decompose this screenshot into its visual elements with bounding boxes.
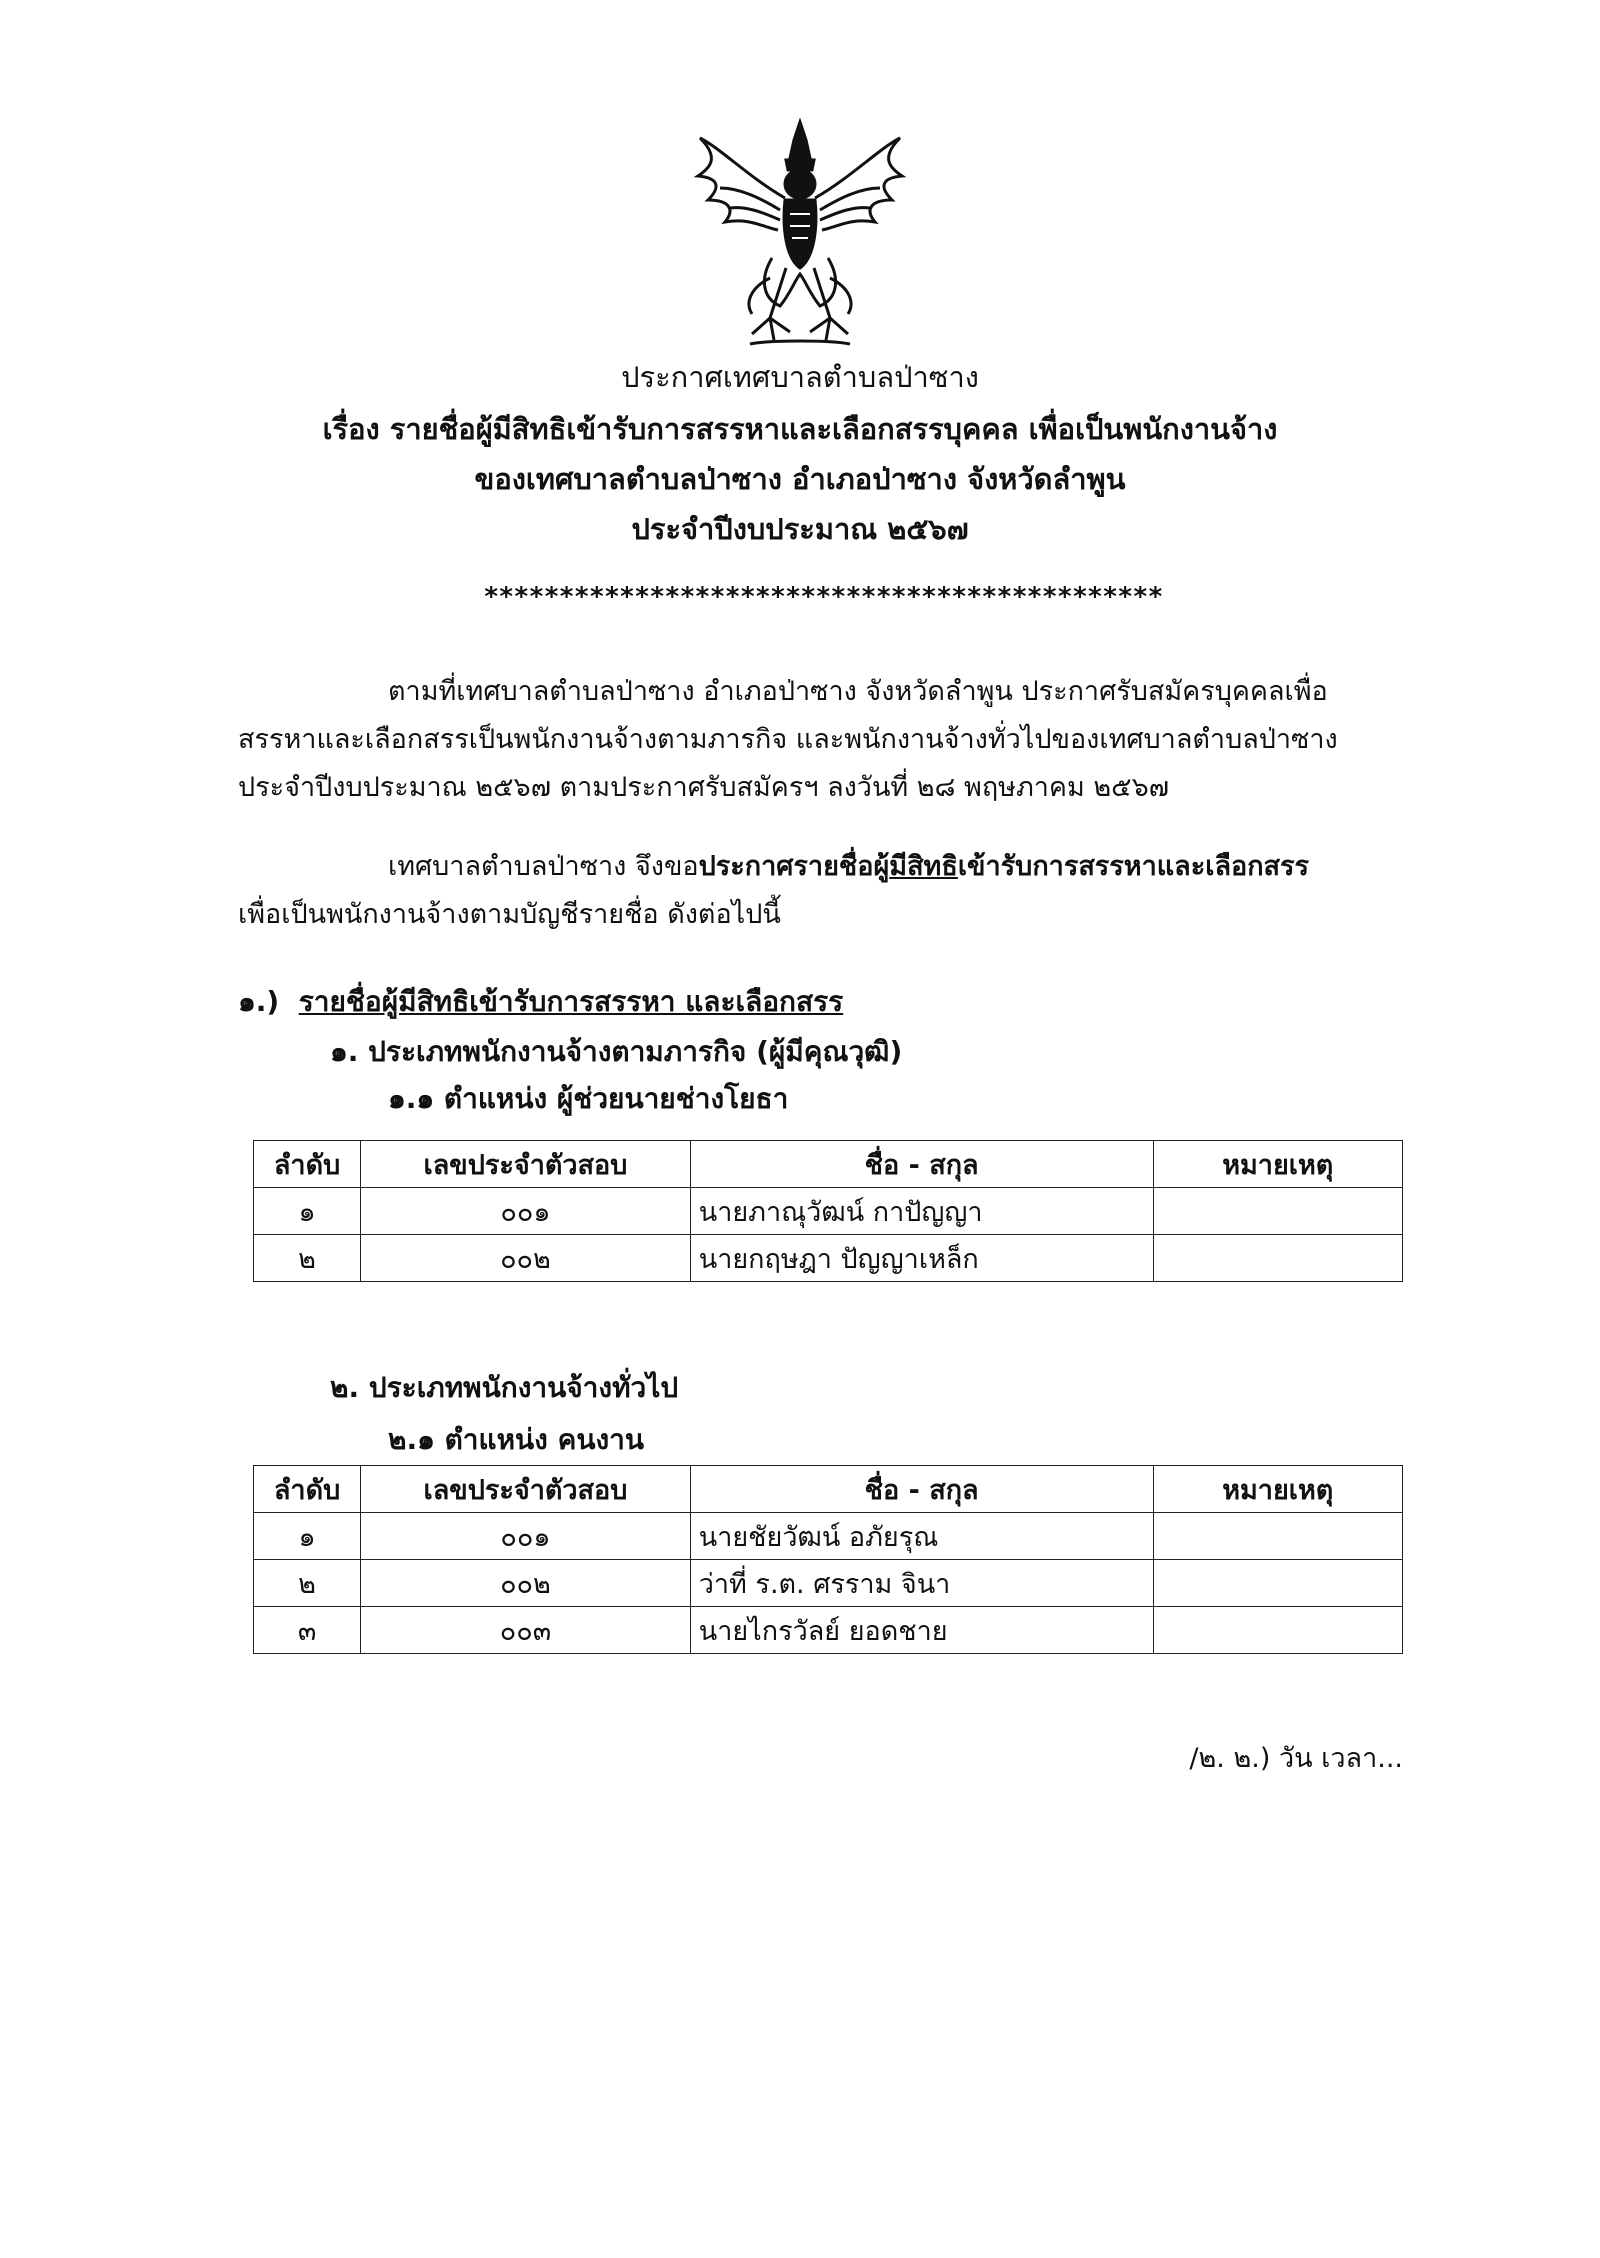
garuda-emblem bbox=[690, 118, 910, 356]
header-no: ลำดับ bbox=[254, 1466, 361, 1513]
header-id: เลขประจำตัวสอบ bbox=[361, 1466, 691, 1513]
section-1-title: รายชื่อผู้มีสิทธิเข้ารับการสรรหา และเลือกสรร bbox=[298, 985, 844, 1018]
cell-name: นายภาณุวัฒน์ กาปัญญา bbox=[690, 1188, 1153, 1235]
group-2-position: ๒.๑ ตำแหน่ง คนงาน bbox=[388, 1423, 644, 1456]
intro-paragraph bbox=[238, 668, 1404, 812]
header-note: หมายเหตุ bbox=[1153, 1141, 1402, 1188]
table-row bbox=[254, 1560, 1403, 1607]
cell-no: ๒ bbox=[254, 1560, 361, 1607]
announcement-line-2: เพื่อเป็นพนักงานจ้างตามบัญชีรายชื่อ ดังต่อไปนี้ bbox=[238, 899, 781, 930]
table-row bbox=[254, 1235, 1403, 1282]
cell-no: ๑ bbox=[254, 1188, 361, 1235]
announcement-bold-underlined: มีสิทธิ bbox=[889, 851, 958, 882]
table-row bbox=[254, 1513, 1403, 1560]
intro-line-1: ตามที่เทศบาลตำบลป่าซาง อำเภอป่าซาง จังหวัดลำพูน ประกาศรับสมัครบุคคลเพื่อ bbox=[388, 676, 1328, 707]
announcement-line-1 bbox=[238, 843, 1404, 891]
fiscal-year: ประจำปีงบประมาณ ๒๕๖๗ bbox=[631, 512, 969, 546]
cell-note bbox=[1153, 1607, 1402, 1654]
table-row bbox=[254, 1188, 1403, 1235]
cell-name: นายชัยวัฒน์ อภัยรุณ bbox=[690, 1513, 1153, 1560]
cell-id: ๐๐๑ bbox=[361, 1513, 691, 1560]
cell-id: ๐๐๒ bbox=[361, 1235, 691, 1282]
table-header-row bbox=[254, 1466, 1403, 1513]
cell-no: ๒ bbox=[254, 1235, 361, 1282]
header-name: ชื่อ - สกุล bbox=[690, 1141, 1153, 1188]
separator-stars: ********************************************* bbox=[484, 582, 1164, 612]
cell-id: ๐๐๓ bbox=[361, 1607, 691, 1654]
table-header-row bbox=[254, 1141, 1403, 1188]
announcement-bold-a: ประกาศรายชื่อผู้ bbox=[698, 851, 890, 882]
cell-note bbox=[1153, 1560, 1402, 1607]
announcement-subject-line2: ของเทศบาลตำบลป่าซาง อำเภอป่าซาง จังหวัดลำพูน bbox=[474, 462, 1126, 496]
header-name: ชื่อ - สกุล bbox=[690, 1466, 1153, 1513]
group-2-title: ๒. ประเภทพนักงานจ้างทั่วไป bbox=[330, 1371, 679, 1404]
cell-note bbox=[1153, 1513, 1402, 1560]
section-1-number: ๑.) bbox=[238, 985, 280, 1018]
announcement-subject: เรื่อง รายชื่อผู้มีสิทธิเข้ารับการสรรหาและเลือกสรรบุคคล เพื่อเป็นพนักงานจ้าง bbox=[322, 412, 1278, 446]
group-1-position: ๑.๑ ตำแหน่ง ผู้ช่วยนายช่างโยธา bbox=[388, 1082, 789, 1115]
cell-no: ๑ bbox=[254, 1513, 361, 1560]
group-2-table bbox=[253, 1465, 1403, 1654]
cell-no: ๓ bbox=[254, 1607, 361, 1654]
group-1-table bbox=[253, 1140, 1403, 1282]
cell-name: นายกฤษฎา ปัญญาเหล็ก bbox=[690, 1235, 1153, 1282]
intro-line-2: สรรหาและเลือกสรรเป็นพนักงานจ้างตามภารกิจ และพนักงานจ้างทั่วไปของเทศบาลตำบลป่าซาง bbox=[238, 724, 1338, 755]
header-id: เลขประจำตัวสอบ bbox=[361, 1141, 691, 1188]
announcement-title: ประกาศเทศบาลตำบลป่าซาง bbox=[621, 360, 979, 394]
section-1-heading bbox=[238, 980, 843, 1024]
group-1-title: ๑. ประเภทพนักงานจ้างตามภารกิจ (ผู้มีคุณวุฒิ) bbox=[330, 1035, 903, 1068]
announcement-paragraph bbox=[238, 843, 1404, 939]
cell-name: นายไกรวัลย์ ยอดชาย bbox=[690, 1607, 1153, 1654]
intro-line-3: ประจำปีงบประมาณ ๒๕๖๗ ตามประกาศรับสมัครฯ ลงวันที่ ๒๘ พฤษภาคม ๒๕๖๗ bbox=[238, 772, 1170, 803]
cell-id: ๐๐๒ bbox=[361, 1560, 691, 1607]
header-note: หมายเหตุ bbox=[1153, 1466, 1402, 1513]
cell-id: ๐๐๑ bbox=[361, 1188, 691, 1235]
cell-name: ว่าที่ ร.ต. ศรราม จินา bbox=[690, 1560, 1153, 1607]
announcement-bold-b: เข้ารับการสรรหาและเลือกสรร bbox=[957, 851, 1310, 882]
table-row bbox=[254, 1607, 1403, 1654]
continuation-note: /๒. ๒.) วัน เวลา... bbox=[1189, 1743, 1403, 1774]
cell-note bbox=[1153, 1235, 1402, 1282]
header-no: ลำดับ bbox=[254, 1141, 361, 1188]
cell-note bbox=[1153, 1188, 1402, 1235]
announcement-lead: เทศบาลตำบลป่าซาง จึงขอ bbox=[388, 851, 699, 882]
